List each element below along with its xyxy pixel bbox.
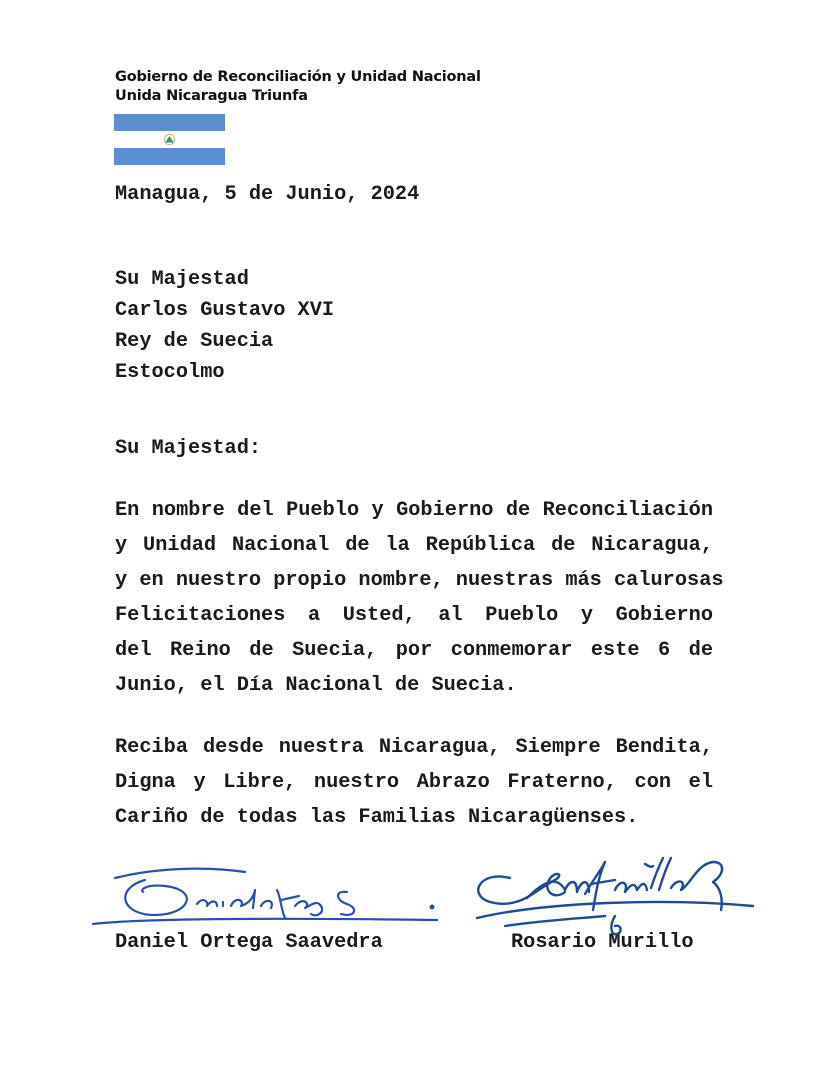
paragraph-line: Junio, el Día Nacional de Suecia. [115,674,517,697]
paragraph-line: Reciba desde nuestra Nicaragua, Siempre Bendita, [115,736,713,759]
paragraph-line: y Unidad Nacional de la República de Nicaragua, [115,534,713,557]
signatory-name: Daniel Ortega Saavedra [115,931,383,954]
paragraph-line: Digna y Libre, nuestro Abrazo Fraterno, con el [115,771,713,794]
signature-daniel-ortega-icon [85,860,445,935]
letterhead-line-2: Unida Nicaragua Triunfa [115,88,308,104]
salutation: Su Majestad: [115,437,262,460]
nicaragua-flag-icon [114,114,225,165]
recipient-line: Estocolmo [115,361,225,384]
paragraph-line: Felicitaciones a Usted, al Pueblo y Gobierno [115,604,713,627]
recipient-line: Carlos Gustavo XVI [115,299,335,322]
paragraph-line: del Reino de Suecia, por conmemorar este 6 de [115,639,713,662]
recipient-line: Rey de Suecia [115,330,274,353]
signatory-name: Rosario Murillo [511,931,694,954]
signature-rosario-murillo-icon [465,840,765,955]
paragraph-line: Cariño de todas las Familias Nicaragüenses. [115,806,639,829]
paragraph-line: y en nuestro propio nombre, nuestras más calurosas [115,569,724,592]
letter-date: Managua, 5 de Junio, 2024 [115,183,420,206]
paragraph-line: En nombre del Pueblo y Gobierno de Reconciliación [115,499,713,522]
recipient-line: Su Majestad [115,268,249,291]
letterhead-line-1: Gobierno de Reconciliación y Unidad Nacional [115,69,481,85]
